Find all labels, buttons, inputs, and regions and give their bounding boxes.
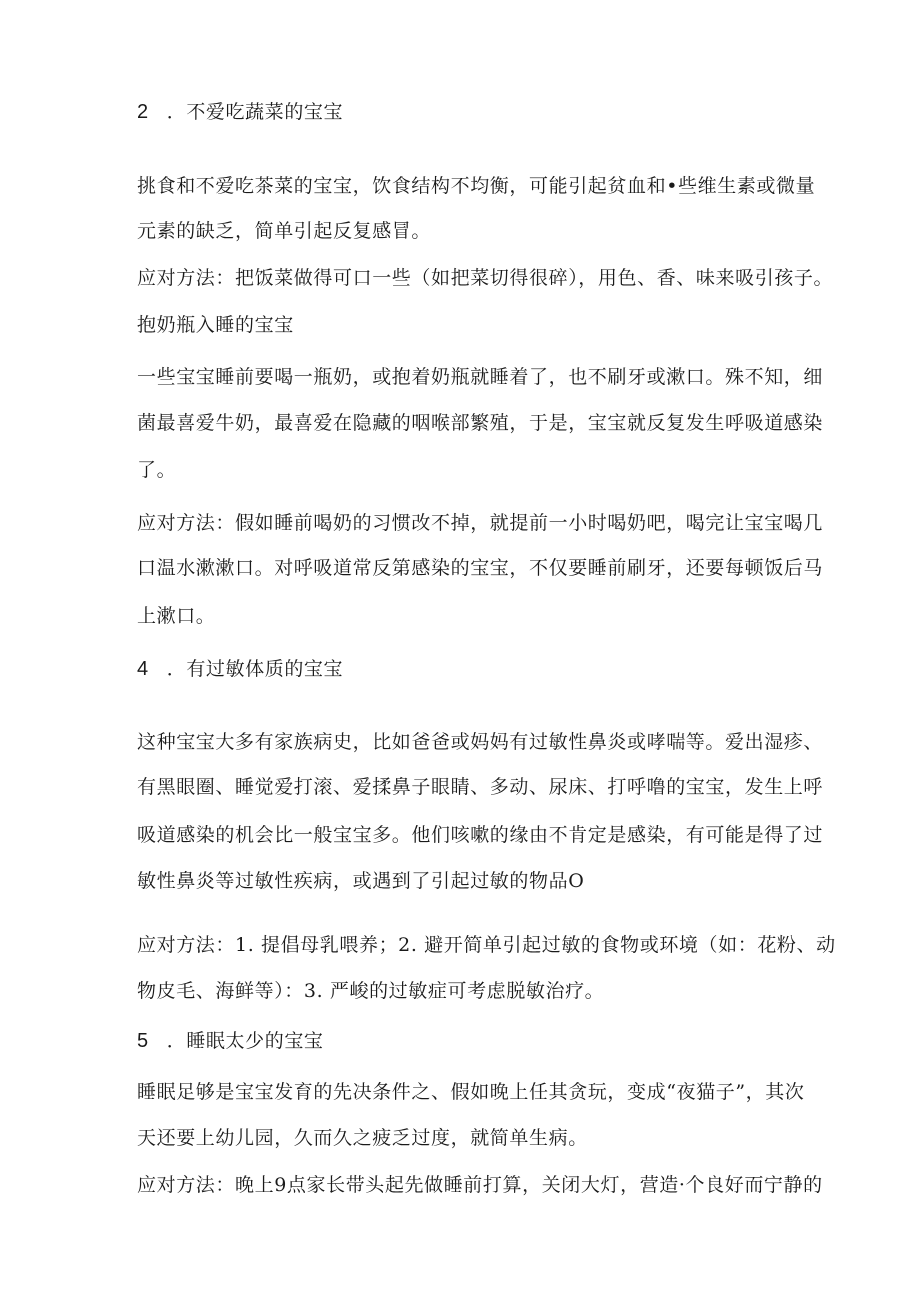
section-number: 4 [137, 658, 149, 680]
paragraph-line: 一些宝宝睡前要喝一瓶奶，或抱着奶瓶就睡着了，也不刷牙或漱口。殊不知，细 [137, 366, 824, 388]
paragraph-line: 物皮毛、海鲜等）：3. 严峻的过敏症可考虑脱敏治疗。 [137, 980, 605, 1002]
section-title: 抱奶瓶入睡的宝宝 [137, 314, 294, 336]
paragraph-line: 应对方法：1. 提倡母乳喂养；2. 避开简单引起过敏的食物或环境（如：花粉、动 [137, 934, 836, 956]
paragraph-line: 元素的缺乏，简单引起反复感冒。 [137, 220, 432, 242]
section-heading [137, 100, 787, 124]
section-heading [137, 1029, 787, 1053]
paragraph-line: 敏性鼻炎等过敏性疾病，或遇到了引起过敏的物品O [137, 870, 585, 892]
section-title: ．睡眠太少的宝宝 [166, 1030, 324, 1052]
section-heading [137, 657, 787, 681]
paragraph-line: 口温水漱漱口。对呼吸道常反第感染的宝宝，不仅要睡前刷牙，还要每顿饭后马 [137, 557, 824, 579]
paragraph-line: 挑食和不爱吃茶菜的宝宝，饮食结构不均衡，可能引起贫血和•些维生素或微量 [137, 175, 816, 197]
paragraph-line: 了。 [137, 459, 177, 481]
paragraph-line: 天还要上幼儿园，久而久之疲乏过度，就简单生病。 [137, 1127, 588, 1149]
paragraph-line: 应对方法：把饭菜做得可口一些（如把菜切得很碎），用色、香、味来吸引孩子。 [137, 267, 834, 289]
paragraph-line: 上漱口。 [137, 605, 216, 627]
paragraph-line: 应对方法：假如睡前喝奶的习惯改不掉，就提前一小时喝奶吧，喝完让宝宝喝几 [137, 512, 824, 534]
paragraph-line: 应对方法：晚上9点家长带头起先做睡前打算，关闭大灯，营造·个良好而宁静的 [137, 1174, 823, 1196]
paragraph-line: 吸道感染的机会比一般宝宝多。他们咳嗽的缘由不肯定是感染，有可能是得了过 [137, 824, 824, 846]
section-number: 5 [137, 1030, 149, 1052]
paragraph-line: 睡眠足够是宝宝发育的先决条件之、假如晚上任其贪玩，变成“夜猫子”，其次 [137, 1081, 805, 1103]
section-title: ．不爱吃蔬菜的宝宝 [166, 101, 344, 123]
section-number: 2 [137, 101, 149, 123]
paragraph-line: 有黑眼圈、睡觉爱打滚、爱揉鼻子眼睛、多动、尿床、打呼噜的宝宝，发生上呼 [137, 776, 824, 798]
paragraph-line: 这种宝宝大多有家族病史，比如爸爸或妈妈有过敏性鼻炎或哮喘等。爱出湿疹、 [137, 731, 824, 753]
paragraph-line: 菌最喜爱牛奶，最喜爱在隐藏的咽喉部繁殖，于是，宝宝就反复发生呼吸道感染 [137, 412, 824, 434]
section-title: ．有过敏体质的宝宝 [166, 658, 344, 680]
